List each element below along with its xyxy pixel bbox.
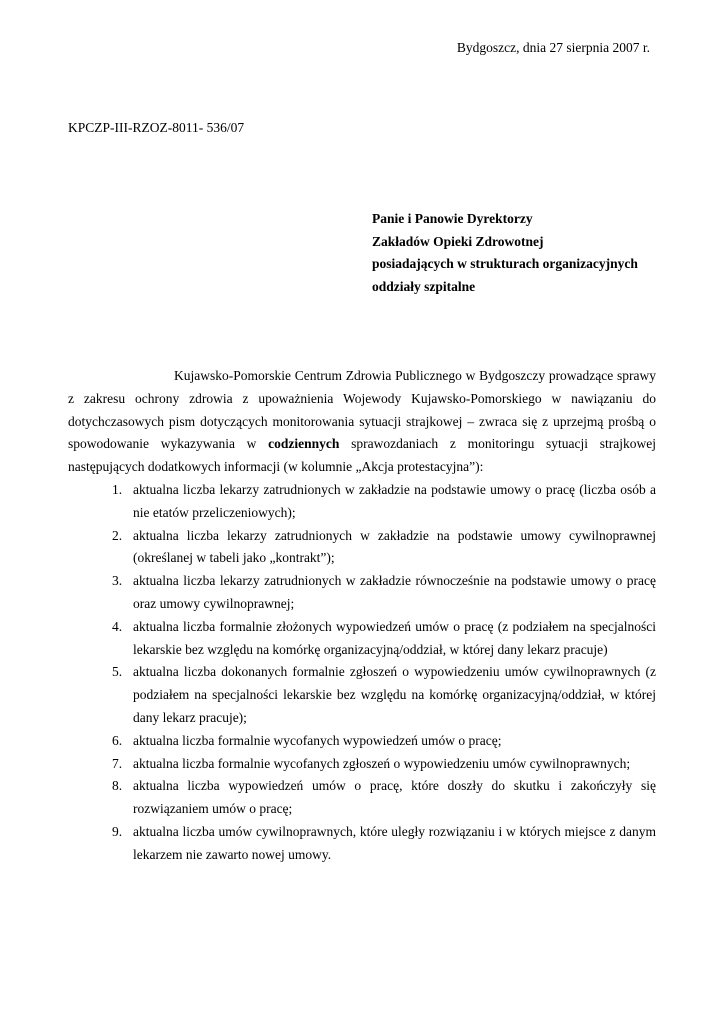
list-item-number: 5. (112, 664, 123, 680)
list-item-text: aktualna liczba formalnie wycofanych zgłoszeń o wypowiedzeniu umów cywilnoprawnych; (133, 755, 631, 771)
list-item (68, 661, 656, 729)
list-item-text: aktualna liczba umów cywilnoprawnych, które uległy rozwiązaniu i w których miejsce z danym lekarzem nie zawarto nowej umowy. (133, 823, 656, 862)
list-item-text: aktualna liczba formalnie złożonych wypowiedzeń umów o pracę (z podziałem na specjalności lekarskie bez względu na komórkę organizacyjną/oddział, w której dany lekarz pracuje) (133, 618, 656, 657)
list-item (68, 479, 656, 525)
addressee-line: Zakładów Opieki Zdrowotnej (372, 233, 544, 249)
list-item (68, 730, 656, 753)
list-item (68, 753, 656, 776)
requested-info-list (68, 479, 656, 867)
list-item-text: aktualna liczba wypowiedzeń umów o pracę, które doszły do skutku i zakończyły się rozwiązaniem umów o pracę; (133, 778, 656, 817)
letter-body (68, 365, 656, 867)
list-item (68, 570, 656, 616)
list-item-text: aktualna liczba lekarzy zatrudnionych w zakładzie na podstawie umowy o pracę (liczba osób a nie etatów przeliczeniowych); (133, 481, 656, 520)
place-date: Bydgoszcz, dnia 27 sierpnia 2007 r. (456, 40, 650, 55)
intro-text-continued: sprawozdaniach z monitoringu sytuacji strajkowej następujących dodatkowych informacji (w kolumnie „Akcja protestacyjna”): (68, 436, 657, 475)
list-item (68, 775, 656, 821)
list-item-number: 3. (112, 573, 123, 589)
list-item-text: aktualna liczba lekarzy zatrudnionych w zakładzie na podstawie umowy cywilnoprawnej (określanej w tabeli jako „kontrakt”); (133, 527, 656, 566)
list-item-number: 7. (112, 755, 123, 771)
list-item-number: 6. (112, 732, 123, 748)
list-item-text: aktualna liczba lekarzy zatrudnionych w zakładzie równocześnie na podstawie umowy o pracę oraz umowy cywilnoprawnej; (133, 573, 656, 611)
list-item (68, 525, 656, 571)
addressee-line: Panie i Panowie Dyrektorzy (372, 211, 533, 226)
intro-text: Kujawsko-Pomorskie Centrum Zdrowia Publicznego w Bydgoszczy prowadzące sprawy z zakresu ochrony zdrowia z upoważnienia Wojewody Kujawsko-Pomorskiego w nawiązaniu do dotychczasowych pism dotyczących monitorowania sytuacji strajkowej – zwraca się z uprzejmą prośbą o spowodowanie wykazywania w (68, 368, 656, 452)
intro-emphasis: codziennych (268, 436, 340, 452)
addressee-line: posiadających w strukturach organizacyjnych (372, 256, 638, 271)
list-item-number: 4. (112, 618, 123, 634)
list-item-number: 1. (112, 481, 123, 497)
list-item (68, 616, 656, 662)
list-item-text: aktualna liczba dokonanych formalnie zgłoszeń o wypowiedzeniu umów cywilnoprawnych (z podziałem na specjalności lekarskie bez względu na komórkę organizacyjną/oddział, w której dany lekarz pracuje); (133, 664, 656, 725)
list-item (68, 821, 656, 867)
list-item-number: 2. (112, 527, 123, 543)
intro-paragraph (68, 365, 656, 479)
list-item-number: 9. (112, 823, 123, 839)
reference-number: KPCZP-III-RZOZ-8011- 536/07 (68, 120, 245, 135)
addressee-line: oddziały szpitalne (372, 278, 476, 294)
list-item-text: aktualna liczba formalnie wycofanych wypowiedzeń umów o pracę; (133, 732, 502, 748)
list-item-number: 8. (112, 778, 123, 794)
addressee-block (372, 208, 672, 298)
